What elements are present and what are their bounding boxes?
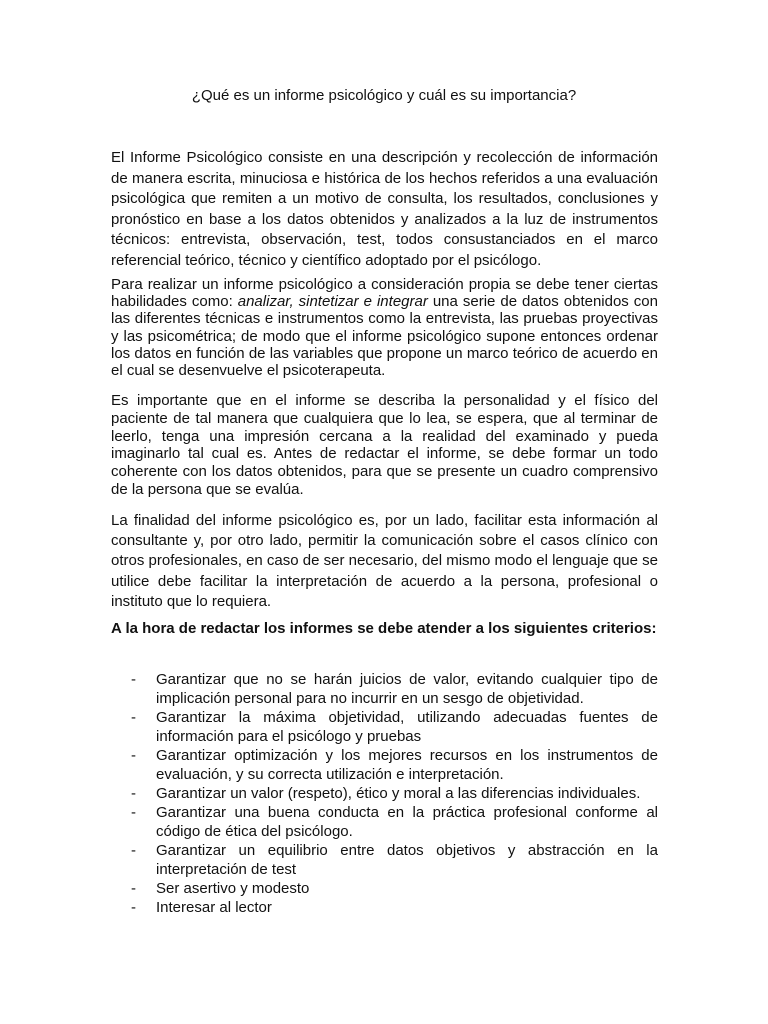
paragraph-definition: El Informe Psicológico consiste en una descripción y recolección de información de manera escrita, minuciosa e histórica de los hechos referidos a una evaluación psicológica que remiten a un motivo de consulta, los resultados, conclusiones y pronóstico en base a los datos obtenidos y analizados a la luz de instrumentos técnicos: entrevista, observación, test, todos consustanciados en el marco referencial teórico, técnico y científico adoptado por el psicólogo.: [111, 149, 658, 269]
list-item: [111, 670, 658, 708]
paragraph-skills-emphasis: analizar, sintetizar e integrar: [237, 293, 428, 311]
bullet-dash: -: [131, 747, 136, 764]
list-item: [111, 784, 658, 803]
paragraph-skills: [111, 276, 658, 379]
bullet-dash: -: [131, 671, 136, 688]
bullet-dash: -: [131, 899, 136, 916]
bullet-dash: -: [131, 842, 136, 859]
paragraph-importance: Es importante que en el informe se describa la personalidad y el físico del paciente de tal manera que cualquiera que lo lea, se espera, que al terminar de leerlo, tenga una impresión cercana a la realidad del examinado y pueda imaginarlo tal cual es. Antes de redactar el informe, se debe formar un todo coherente con los datos obtenidos, para que se presente un cuadro comprensivo de la persona que se evalúa.: [111, 392, 658, 498]
paragraph-skills-text-after: una serie de datos obtenidos con las diferentes técnicas e instrumentos como la entrevista, las pruebas proyectivas y las psicométrica; de modo que el informe psicológico supone entonces ordenar los datos en función de las variables que propone un marco teórico de acuerdo en el cual se desenvuelve el psicoterapeuta.: [111, 293, 658, 380]
criteria-heading: A la hora de redactar los informes se debe atender a los siguientes criterios:: [111, 620, 657, 637]
criteria-text: Garantizar un valor (respeto), ético y moral a las diferencias individuales.: [156, 785, 641, 802]
criteria-text: Interesar al lector: [156, 899, 272, 916]
criteria-text: Garantizar optimización y los mejores recursos en los instrumentos de evaluación, y su correcta utilización e interpretación.: [156, 747, 658, 783]
criteria-text: Garantizar un equilibrio entre datos objetivos y abstracción en la interpretación de test: [156, 842, 658, 878]
list-item: [111, 841, 658, 879]
list-item: [111, 879, 658, 898]
criteria-text: Garantizar una buena conducta en la práctica profesional conforme al código de ética del psicólogo.: [156, 804, 658, 840]
bullet-dash: -: [131, 709, 136, 726]
criteria-text: Garantizar la máxima objetividad, utilizando adecuadas fuentes de información para el psicólogo y pruebas: [156, 709, 658, 745]
criteria-text: Garantizar que no se harán juicios de valor, evitando cualquier tipo de implicación personal para no incurrir en un sesgo de objetividad.: [156, 671, 658, 707]
list-item: [111, 708, 658, 746]
list-item: [111, 898, 658, 917]
bullet-dash: -: [131, 804, 136, 821]
criteria-text: Ser asertivo y modesto: [156, 880, 310, 897]
page-title: ¿Qué es un informe psicológico y cuál es su importancia?: [191, 87, 577, 104]
paragraph-skills-text-before: Para realizar un informe psicológico a consideración propia se debe tener ciertas habilidades como:: [111, 276, 658, 311]
paragraph-purpose: La finalidad del informe psicológico es, por un lado, facilitar esta información al consultante y, por otro lado, permitir la comunicación sobre el casos clínico con otros profesionales, en caso de ser necesario, del mismo modo el lenguaje que se utilice debe facilitar la interpretación de acuerdo a la persona, profesional o instituto que lo requiera.: [111, 512, 658, 610]
criteria-list: [111, 670, 658, 917]
list-item: [111, 746, 658, 784]
bullet-dash: -: [131, 880, 136, 897]
list-item: [111, 803, 658, 841]
bullet-dash: -: [131, 785, 136, 802]
